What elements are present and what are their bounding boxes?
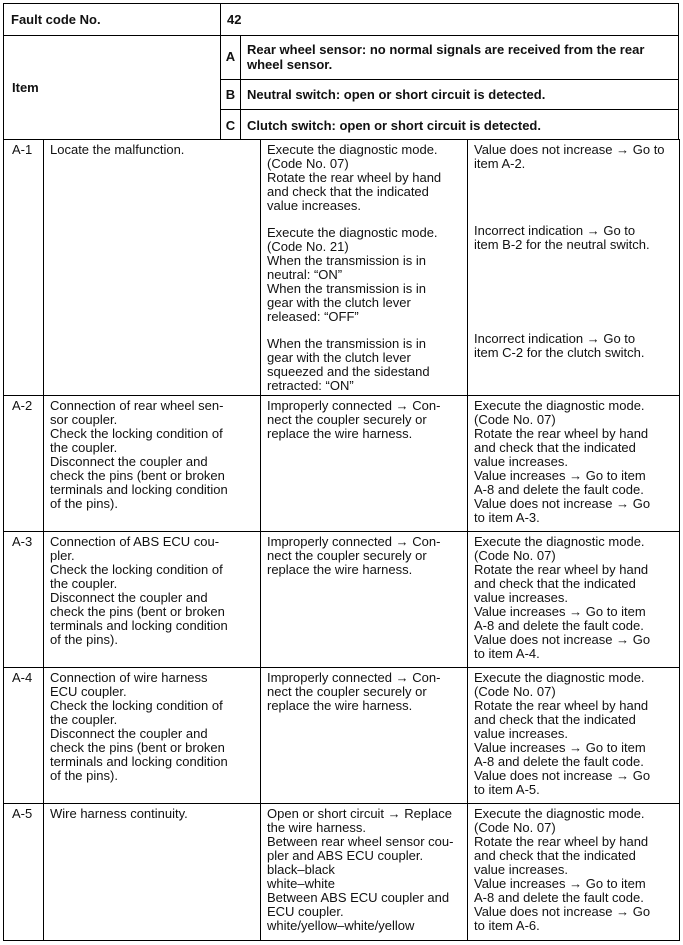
item-description: Locate the malfunction. bbox=[44, 140, 261, 396]
result-action: Execute the diagnostic mode. (Code No. 07) Rotate the rear wheel by hand and check that the indicated value increases. Value increases → Go to item A-8 and delete the fault code. Value does not increase → Go to item A-4. bbox=[468, 532, 680, 668]
item-letter: C bbox=[221, 110, 241, 139]
result-action: Execute the diagnostic mode. (Code No. 07) Rotate the rear wheel by hand and check that the indicated value increases. Value increases → Go to item A-8 and delete the fault code. Value does not increase → Go to item A-6. bbox=[468, 804, 680, 941]
table-row bbox=[4, 532, 680, 668]
check-procedure: Improperly connected → Con- nect the coupler securely or replace the wire harness. bbox=[261, 396, 468, 532]
result-action: Execute the diagnostic mode. (Code No. 07) Rotate the rear wheel by hand and check that the indicated value increases. Value increases → Go to item A-8 and delete the fault code. Value does not increase → Go to item A-3. bbox=[468, 396, 680, 532]
item-id: A-4 bbox=[4, 668, 44, 804]
table-row bbox=[4, 140, 680, 396]
table-row bbox=[4, 804, 680, 941]
header-item-b bbox=[221, 80, 678, 110]
result-step: Value does not increase → Go to item A-2. bbox=[474, 142, 665, 171]
item-description: Connection of ABS ECU cou- pler. Check the locking condition of the coupler. Disconnect the coupler and check the pins (bent or broken terminals and locking condition of the pins). bbox=[44, 532, 261, 668]
item-description: Rear wheel sensor: no normal signals are received from the rear wheel sensor. bbox=[247, 42, 645, 72]
item-label: Item bbox=[4, 36, 221, 139]
fault-code-header bbox=[3, 3, 679, 140]
result-step: Incorrect indication → Go to item C-2 for the clutch switch. bbox=[474, 331, 645, 360]
fault-code-label: Fault code No. bbox=[4, 4, 221, 35]
result-action: Execute the diagnostic mode. (Code No. 07) Rotate the rear wheel by hand and check that the indicated value increases. Value increases → Go to item A-8 and delete the fault code. Value does not increase → Go to item A-5. bbox=[468, 668, 680, 804]
item-letter: A bbox=[221, 36, 241, 79]
item-id: A-5 bbox=[4, 804, 44, 941]
check-procedure bbox=[261, 140, 468, 396]
item-description: Connection of rear wheel sen- sor coupler. Check the locking condition of the coupler. Disconnect the coupler and check the pins (bent or broken terminals and locking condition of the pins). bbox=[44, 396, 261, 532]
fault-code-document bbox=[3, 3, 679, 941]
table-row bbox=[4, 668, 680, 804]
result-step: Incorrect indication → Go to item B-2 for the neutral switch. bbox=[474, 223, 650, 252]
result-action bbox=[468, 140, 680, 396]
item-id: A-3 bbox=[4, 532, 44, 668]
item-id: A-1 bbox=[4, 140, 44, 396]
header-item-a bbox=[221, 36, 678, 80]
header-item-c bbox=[221, 110, 678, 139]
table-row bbox=[4, 396, 680, 532]
item-description: Wire harness continuity. bbox=[44, 804, 261, 941]
procedure-table bbox=[3, 139, 680, 941]
check-procedure: Improperly connected → Con- nect the coupler securely or replace the wire harness. bbox=[261, 532, 468, 668]
check-step: Execute the diagnostic mode. (Code No. 21) When the transmission is in neutral: “ON” When the transmission is in gear with the clutch lever released: “OFF” bbox=[267, 225, 438, 324]
item-letter: B bbox=[221, 80, 241, 109]
check-step: When the transmission is in gear with the clutch lever squeezed and the sidestand retracted: “ON” bbox=[267, 336, 430, 393]
check-step: Execute the diagnostic mode. (Code No. 07) Rotate the rear wheel by hand and check that the indicated value increases. bbox=[267, 142, 442, 213]
check-procedure: Open or short circuit → Replace the wire harness. Between rear wheel sensor cou- pler and ABS ECU coupler. black–black white–white Between ABS ECU coupler and ECU coupler. white/yellow–white/yellow bbox=[261, 804, 468, 941]
fault-code-row bbox=[4, 4, 678, 36]
check-procedure: Improperly connected → Con- nect the coupler securely or replace the wire harness. bbox=[261, 668, 468, 804]
item-description: Clutch switch: open or short circuit is detected. bbox=[247, 118, 541, 133]
item-description: Neutral switch: open or short circuit is detected. bbox=[247, 87, 546, 102]
item-id: A-2 bbox=[4, 396, 44, 532]
fault-code-value: 42 bbox=[227, 12, 242, 27]
item-description: Connection of wire harness ECU coupler. Check the locking condition of the coupler. Disconnect the coupler and check the pins (bent or broken terminals and locking condition of the pins). bbox=[44, 668, 261, 804]
